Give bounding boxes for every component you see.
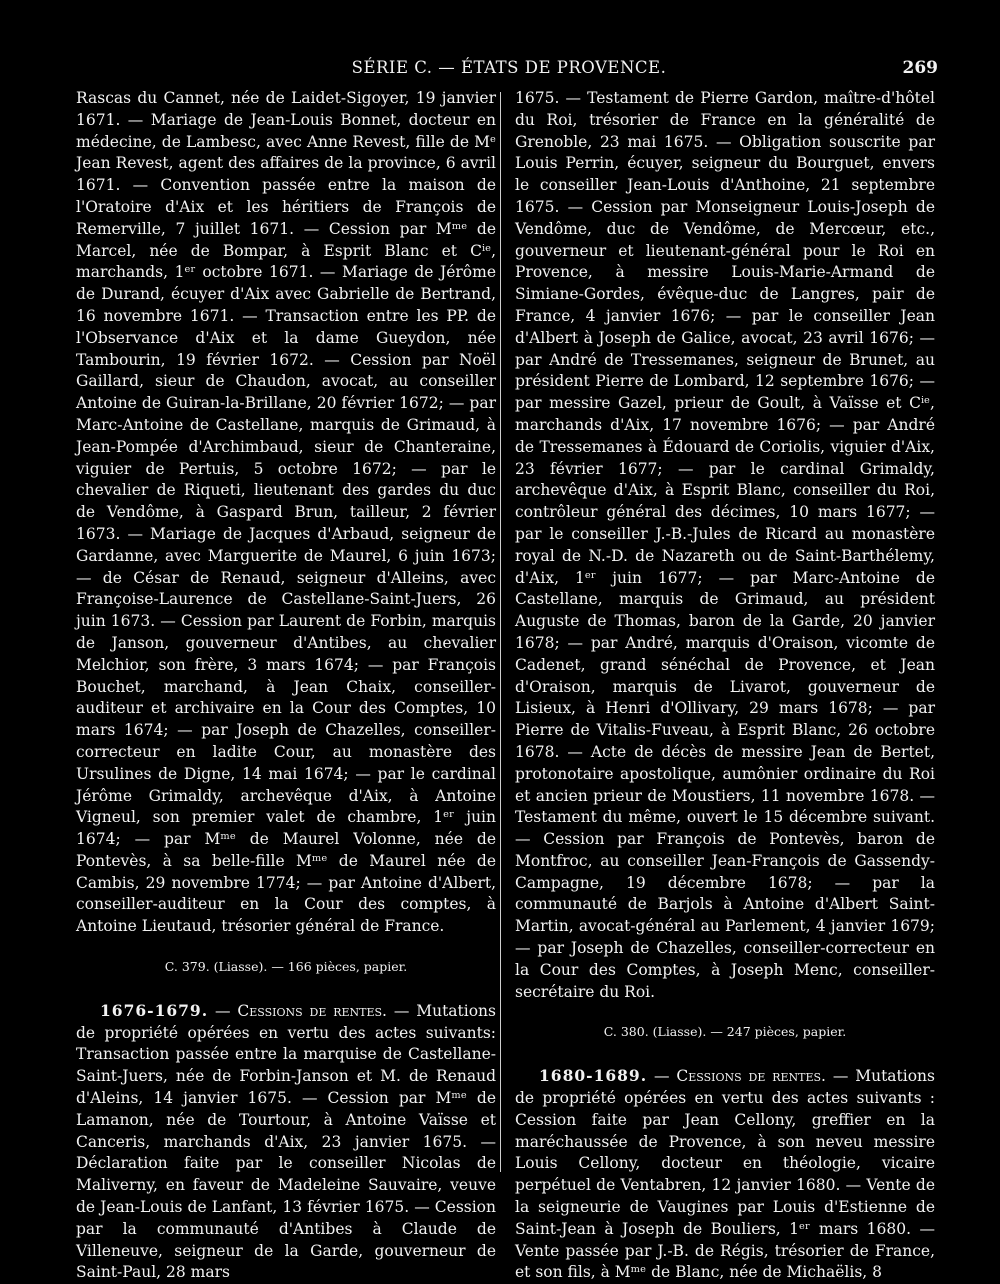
column-divider [500, 92, 501, 1172]
entry-heading: Cessions de rentes. [237, 1001, 387, 1020]
entry-text: — Mutations de propriété opérées en vertu des actes suivants: Transaction passée entre la marquise de Castellane-Saint-Juers, née de Forbin-Janson et M. de Renaud d'Aleins, 14 janvier 1675. — Cession par Mᵐᵉ de Lamanon, née de Tourtour, à Antoine Vaïsse et Canceris, marchands d'Aix, 23 janvier 1675. — Déclaration faite par le conseiller Nicolas de Maliverny, en faveur de Madeleine Sauvaire, veuve de Jean-Louis de Lanfant, 13 février 1675. — Cession par la communauté d'Antibes à Claude de Villeneuve, seigneur de la Garde, gouverneur de Saint-Paul, 28 mars [76, 1001, 496, 1282]
page-number: 269 [902, 58, 938, 78]
left-column [76, 88, 496, 1284]
entry-paragraph: 1676-1679. — Cessions de rentes. — Mutations de propriété opérées en vertu des actes suivants: Transaction passée entre la marquise de Castellane-Saint-Juers, née de Forbin-Janson et M. de Renaud d'Aleins, 14 janvier 1675. — Cession par Mᵐᵉ de Lamanon, née de Tourtour, à Antoine Vaïsse et Canceris, marchands d'Aix, 23 janvier 1675. — Déclaration faite par le conseiller Nicolas de Maliverny, en faveur de Madeleine Sauvaire, veuve de Jean-Louis de Lanfant, 13 février 1675. — Cession par la communauté d'Antibes à Claude de Villeneuve, seigneur de la Garde, gouverneur de Saint-Paul, 28 mars [76, 1000, 496, 1282]
entry-heading: Cessions de rentes. [676, 1067, 826, 1086]
running-title: SÉRIE C. — ÉTATS DE PROVENCE. [351, 58, 667, 77]
continuation-paragraph: Rascas du Cannet, née de Laidet-Sigoyer, 19 janvier 1671. — Mariage de Jean-Louis Bonnet, docteur en médecine, de Lambesc, avec Anne Revest, fille de Mᵉ Jean Revest, agent des affaires de la province, 6 avril 1671. — Convention passée entre la maison de l'Oratoire d'Aix et les héritiers de François de Remerville, 7 juillet 1671. — Cession par Mᵐᵉ de Marcel, née de Bompar, à Esprit Blanc et Cⁱᵉ, marchands, 1ᵉʳ octobre 1671. — Mariage de Jérôme de Durand, écuyer d'Aix avec Gabrielle de Bertrand, 16 novembre 1671. — Transaction entre les PP. de l'Observance d'Aix et la dame Gueydon, née Tambourin, 19 février 1672. — Cession par Noël Gaillard, sieur de Chaudon, avocat, au conseiller Antoine de Guiran-la-Brillane, 20 février 1672; — par Marc-Antoine de Castellane, marquis de Grimaud, à Jean-Pompée d'Archimbaud, sieur de Chanteraine, viguier de Pertuis, 5 octobre 1672; — par le chevalier de Riqueti, lieutenant des gardes du duc de Vendôme, à Gaspard Brun, tailleur, 2 février 1673. — Mariage de Jacques d'Arbaud, seigneur de Gardanne, avec Marguerite de Maurel, 6 juin 1673; — de César de Renaud, seigneur d'Alleins, avec Françoise-Laurence de Castellane-Saint-Juers, 26 juin 1673. — Cession par Laurent de Forbin, marquis de Janson, gouverneur d'Antibes, au chevalier Melchior, son frère, 3 mars 1674; — par François Bouchet, marchand, à Jean Chaix, conseiller-auditeur et archivaire en la Cour des Comptes, 10 mars 1674; — par Joseph de Chazelles, conseiller-correcteur en ladite Cour, au monastère des Ursulines de Digne, 14 mai 1674; — par le cardinal Jérôme Grimaldy, archevêque d'Aix, à Antoine Vigneul, son premier valet de chambre, 1ᵉʳ juin 1674; — par Mᵐᵉ de Maurel Volonne, née de Pontevès, à sa belle-fille Mᵐᵉ de Maurel née de Cambis, 29 novembre 1774; — par Antoine d'Albert, conseiller-auditeur en la Cour des comptes, à Antoine Lieutaud, trésorier général de France. [76, 89, 496, 936]
archive-caption: C. 379. (Liasse). — 166 pièces, papier. [164, 959, 408, 975]
entry-text: — Mutations de propriété opérées en vertu des actes suivants : Cession faite par Jean Cellony, greffier en la maréchaussée de Provence, à son neveu messire Louis Cellony, docteur en théologie, vicaire perpétuel de Ventabren, 12 janvier 1680. — Vente de la seigneurie de Vaugines par Louis d'Estienne de Saint-Jean à Joseph de Bouliers, 1ᵉʳ mars 1680. — Vente passée par J.-B. de Régis, trésorier de France, et son fils, à Mᵐᵉ de Blanc, née de Michaëlis, 8 [515, 1067, 935, 1282]
continuation-paragraph: 1675. — Testament de Pierre Gardon, maître-d'hôtel du Roi, trésorier de France en la généralité de Grenoble, 23 mai 1675. — Obligation souscrite par Louis Perrin, écuyer, seigneur du Bourguet, envers le conseiller Jean-Louis d'Anthoine, 21 septembre 1675. — Cession par Monseigneur Louis-Joseph de Vendôme, duc de Vendôme, de Mercœur, etc., gouverneur et lieutenant-général pour le Roi en Provence, à messire Louis-Marie-Armand de Simiane-Gordes, évêque-duc de Langres, pair de France, 4 janvier 1676; — par le conseiller Jean d'Albert à Joseph de Galice, avocat, 23 avril 1676; — par André de Tressemanes, seigneur de Brunet, au président Pierre de Lombard, 12 septembre 1676; — par messire Gazel, prieur de Goult, à Vaïsse et Cⁱᵉ, marchands d'Aix, 17 novembre 1676; — par André de Tressemanes à Édouard de Coriolis, viguier d'Aix, 23 février 1677; — par le cardinal Grimaldy, archevêque d'Aix, à Esprit Blanc, conseiller du Roi, contrôleur général des décimes, 10 mars 1677; — par le conseiller J.-B.-Jules de Ricard au monastère royal de N.-D. de Nazareth ou de Saint-Barthélemy, d'Aix, 1ᵉʳ juin 1677; — par Marc-Antoine de Castellane, marquis de Grimaud, au président Auguste de Thomas, baron de la Garde, 20 janvier 1678; — par André, marquis d'Oraison, vicomte de Cadenet, grand sénéchal de Provence, et Jean d'Oraison, marquis de Livarot, gouverneur de Lisieux, à Henri d'Ollivary, 29 mars 1678; — par Pierre de Vitalis-Fuveau, à Esprit Blanc, 26 octobre 1678. — Acte de décès de messire Jean de Bertet, protonotaire apostolique, aumônier ordinaire du Roi et ancien prieur de Moustiers, 11 novembre 1678. — Testament du même, ouvert le 15 décembre suivant. — Cession par François de Pontevès, baron de Montfroc, au conseiller Jean-François de Gassendy-Campagne, 19 décembre 1678; — par la communauté de Barjols à Antoine d'Albert Saint-Martin, avocat-général au Parlement, 4 janvier 1679; — par Joseph de Chazelles, conseiller-correcteur en la Cour des Comptes, à Joseph Menc, conseiller-secrétaire du Roi. [515, 89, 935, 1001]
right-column [515, 88, 935, 1284]
archive-caption: C. 380. (Liasse). — 247 pièces, papier. [603, 1024, 847, 1040]
page-header [80, 58, 938, 84]
entry-paragraph: 1680-1689. — Cessions de rentes. — Mutations de propriété opérées en vertu des actes suivants : Cession faite par Jean Cellony, greffier en la maréchaussée de Provence, à son neveu messire Louis Cellony, docteur en théologie, vicaire perpétuel de Ventabren, 12 janvier 1680. — Vente de la seigneurie de Vaugines par Louis d'Estienne de Saint-Jean à Joseph de Bouliers, 1ᵉʳ mars 1680. — Vente passée par J.-B. de Régis, trésorier de France, et son fils, à Mᵐᵉ de Blanc, née de Michaëlis, 8 [515, 1066, 935, 1282]
entry-date: 1676-1679. [100, 1000, 209, 1020]
entry-date: 1680-1689. [539, 1066, 648, 1086]
